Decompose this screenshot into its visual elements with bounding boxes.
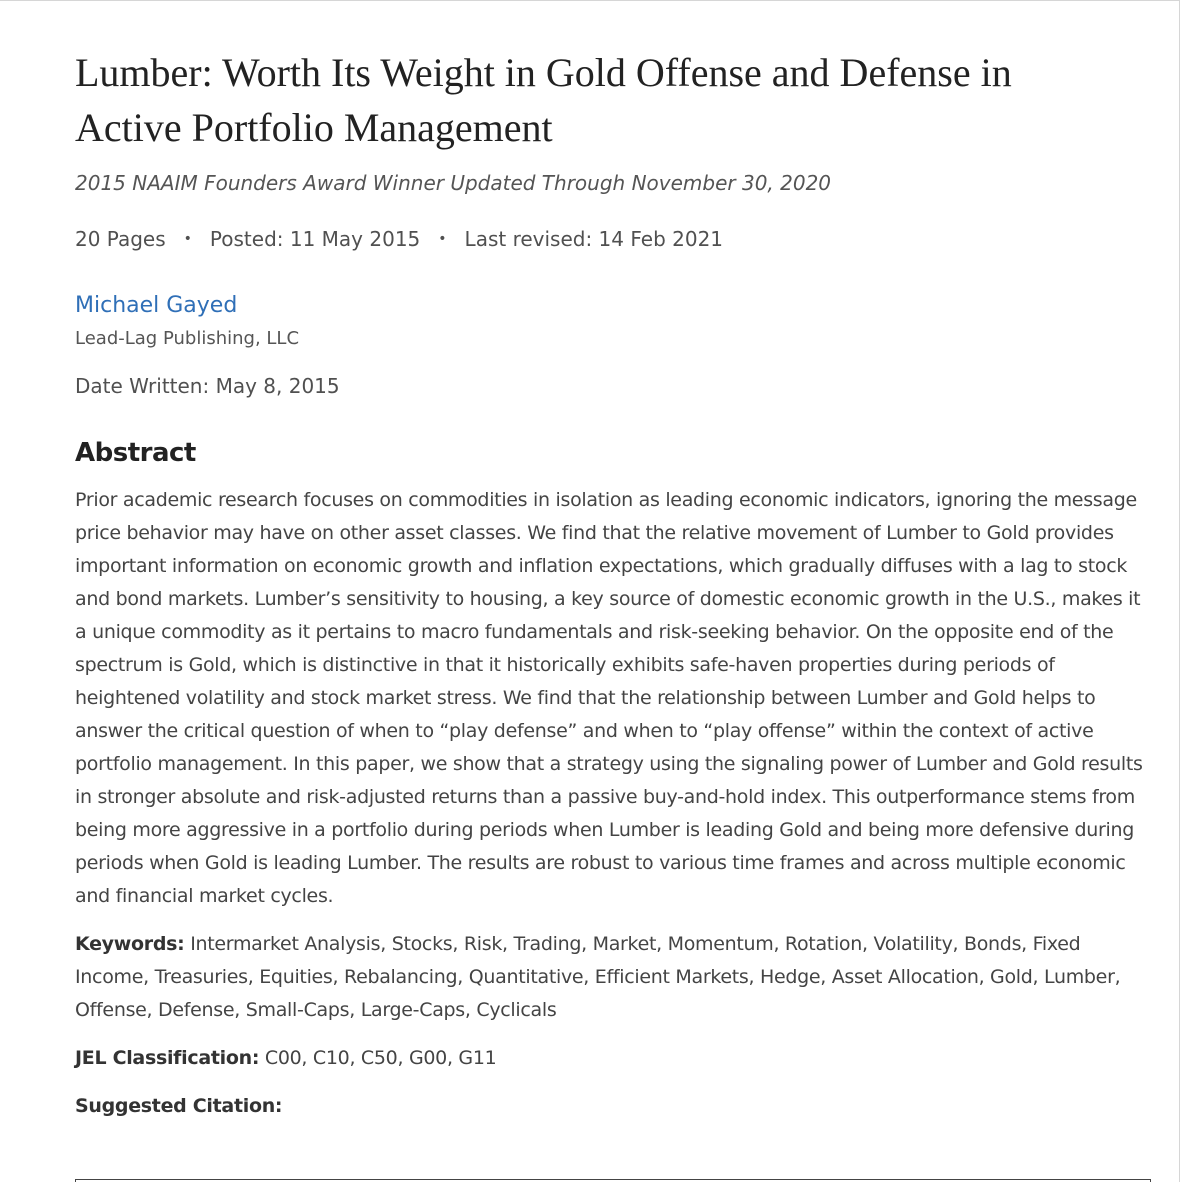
page-count: 20 Pages [75, 227, 166, 251]
abstract-heading: Abstract [75, 438, 196, 468]
posted-date: Posted: 11 May 2015 [209, 227, 421, 251]
jel-classification [75, 1042, 1150, 1075]
keywords-label: Keywords: [75, 933, 185, 955]
paper-meta [75, 225, 1155, 253]
abstract-text: Prior academic research focuses on commodities in isolation as leading economic indicators, ignoring the message price behavior may have on other asset classes. We find that the relative movement of Lumber to Gold provides important information on economic growth and inflation expectations, which gradually diffuses with a lag to stock and bond markets. Lumber’s sensitivity to housing, a key source of domestic economic growth in the U.S., makes it a unique commodity as it pertains to macro fundamentals and risk-seeking behavior. On the opposite end of the spectrum is Gold, which is distinctive in that it historically exhibits safe-haven properties during periods of heightened volatility and stock market stress. We find that the relationship between Lumber and Gold helps to answer the critical question of when to “play defense” and when to “play offense” within the context of active portfolio management. In this paper, we show that a strategy using the signaling power of Lumber and Gold results in stronger absolute and risk-adjusted returns than a passive buy-and-hold index. This outperformance stems from being more aggressive in a portfolio during periods when Lumber is leading Gold and being more defensive during periods when Gold is leading Lumber. The results are robust to various time frames and across multiple economic and financial market cycles. [75, 489, 1143, 907]
paper-subtitle: 2015 NAAIM Founders Award Winner Updated Through November 30, 2020 [75, 171, 832, 195]
revised-date: Last revised: 14 Feb 2021 [464, 227, 724, 251]
author-link[interactable]: Michael Gayed [75, 293, 238, 318]
meta-separator: • [183, 231, 192, 247]
keywords [75, 928, 1150, 1027]
keywords-value: Intermarket Analysis, Stocks, Risk, Trading, Market, Momentum, Rotation, Volatility, Bonds, Fixed Income, Treasuries, Equities, Rebalancing, Quantitative, Efficient Markets, Hedge, Asset Allocation, Gold, Lumber, Offense, Defense, Small-Caps, Large-Caps, Cyclicals [75, 933, 1121, 1021]
jel-value: C00, C10, C50, G00, G11 [264, 1047, 497, 1069]
date-written: Date Written: May 8, 2015 [75, 374, 340, 398]
jel-label: JEL Classification: [75, 1047, 260, 1069]
suggested-citation [75, 1090, 1150, 1123]
paper-title: Lumber: Worth Its Weight in Gold Offense and Defense in Active Portfolio Management [75, 50, 1012, 150]
paper-content [75, 45, 1155, 1123]
meta-separator: • [438, 231, 447, 247]
citation-label: Suggested Citation: [75, 1095, 283, 1117]
author-affiliation: Lead-Lag Publishing, LLC [75, 328, 300, 349]
